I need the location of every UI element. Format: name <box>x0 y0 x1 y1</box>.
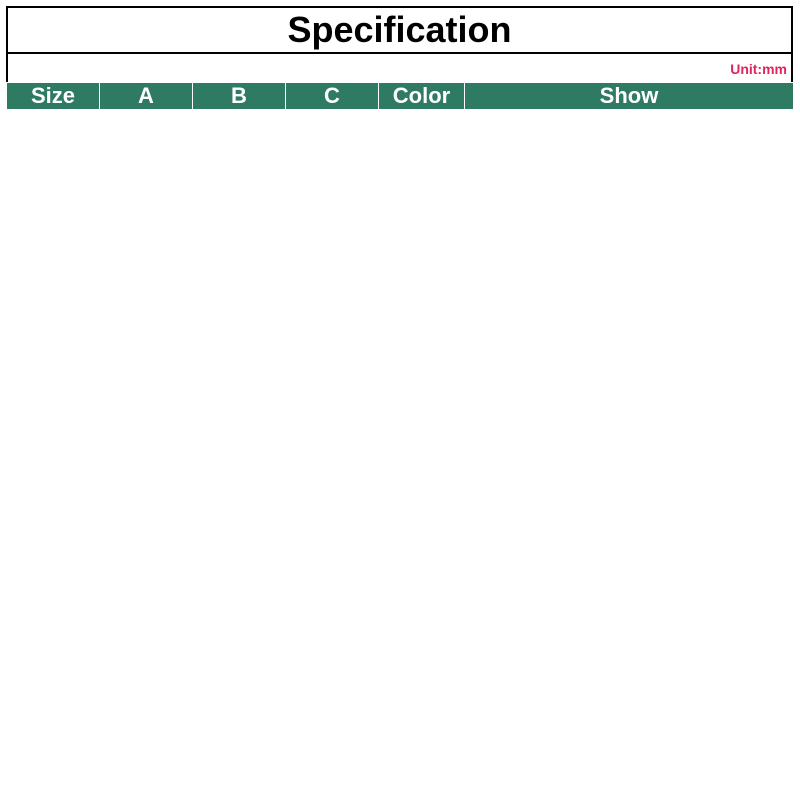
spec-table <box>6 82 794 794</box>
header-row <box>7 83 794 110</box>
page-title: Specification <box>287 9 512 50</box>
unit-row <box>6 54 793 82</box>
unit-label: Unit:mm <box>730 61 787 77</box>
title-box <box>6 6 793 54</box>
header-show: Show <box>465 83 794 110</box>
header-c: C <box>286 83 379 110</box>
header-b: B <box>193 83 286 110</box>
header-a: A <box>100 83 193 110</box>
header-color: Color <box>379 83 465 110</box>
header-size: Size <box>7 83 100 110</box>
